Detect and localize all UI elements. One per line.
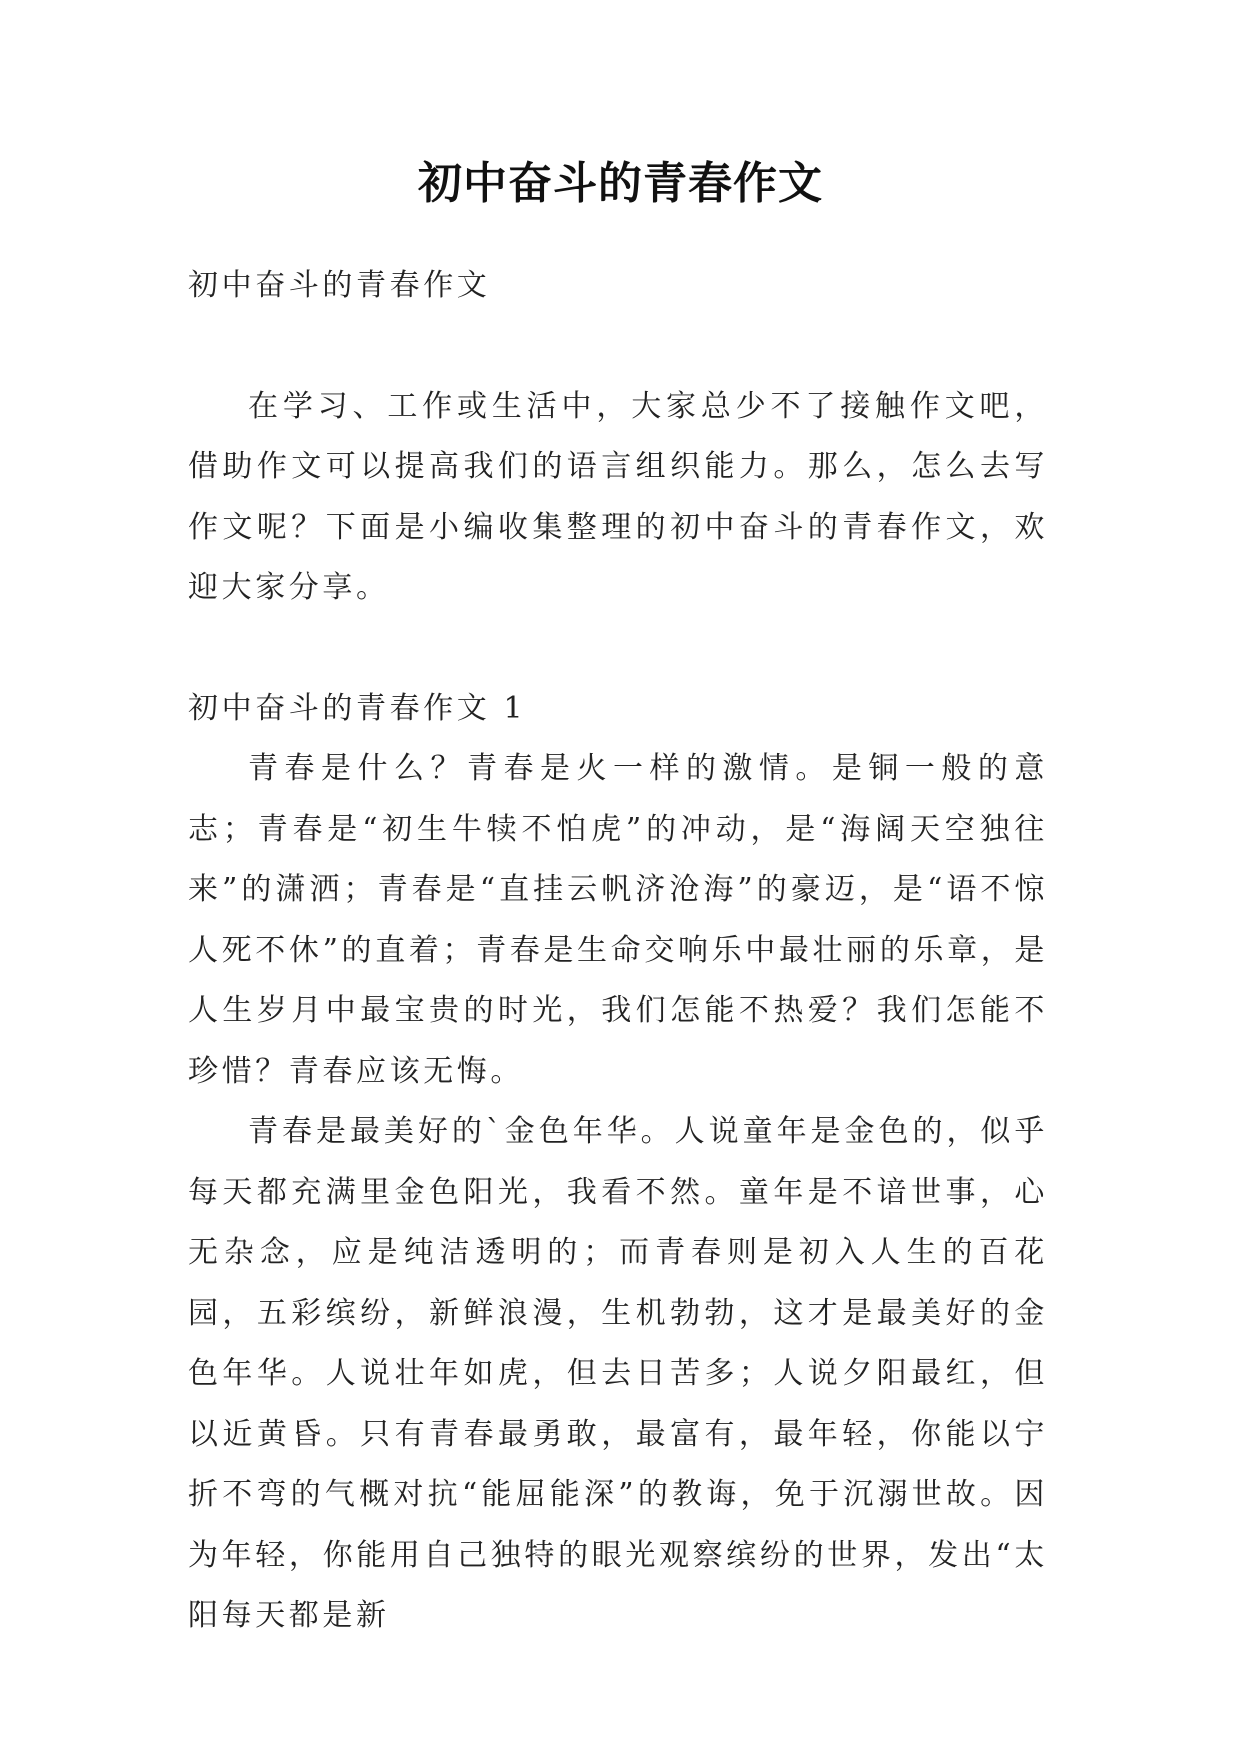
intro-paragraph: 在学习、工作或生活中，大家总少不了接触作文吧，借助作文可以提高我们的语言组织能力。那么，怎么去写作文呢？下面是小编收集整理的初中奋斗的青春作文，欢迎大家分享。 [188, 388, 1048, 605]
document-title: 初中奋斗的青春作文 [418, 158, 823, 209]
body-paragraph: 青春是最美好的`金色年华。人说童年是金色的，似乎每天都充满里金色阳光，我看不然。童年是不谙世事，心无杂念，应是纯洁透明的；而青春则是初入人生的百花园，五彩缤纷，新鲜浪漫，生机勃勃，这才是最美好的金色年华。人说壮年如虎，但去日苦多；人说夕阳最红，但以近黄昏。只有青春最勇敢，最富有，最年轻，你能以宁折不弯的气概对抗“能屈能深”的教诲，免于沉溺世故。因为年轻，你能用自己独特的眼光观察缤纷的世界，发出“太阳每天都是新 [188, 1114, 1048, 1633]
document-body [188, 256, 1048, 1647]
section-heading: 初中奋斗的青春作文 1 [188, 690, 527, 726]
body-paragraph: 青春是什么？青春是火一样的激情。是铜一般的意志；青春是“初生牛犊不怕虎”的冲动，是“海阔天空独往来”的潇洒；青春是“直挂云帆济沧海”的豪迈，是“语不惊人死不休”的直着；青春是生命交响乐中最壮丽的乐章，是人生岁月中最宝贵的时光，我们怎能不热爱？我们怎能不珍惜？青春应该无悔。 [188, 751, 1048, 1089]
document-subtitle: 初中奋斗的青春作文 [188, 268, 491, 303]
